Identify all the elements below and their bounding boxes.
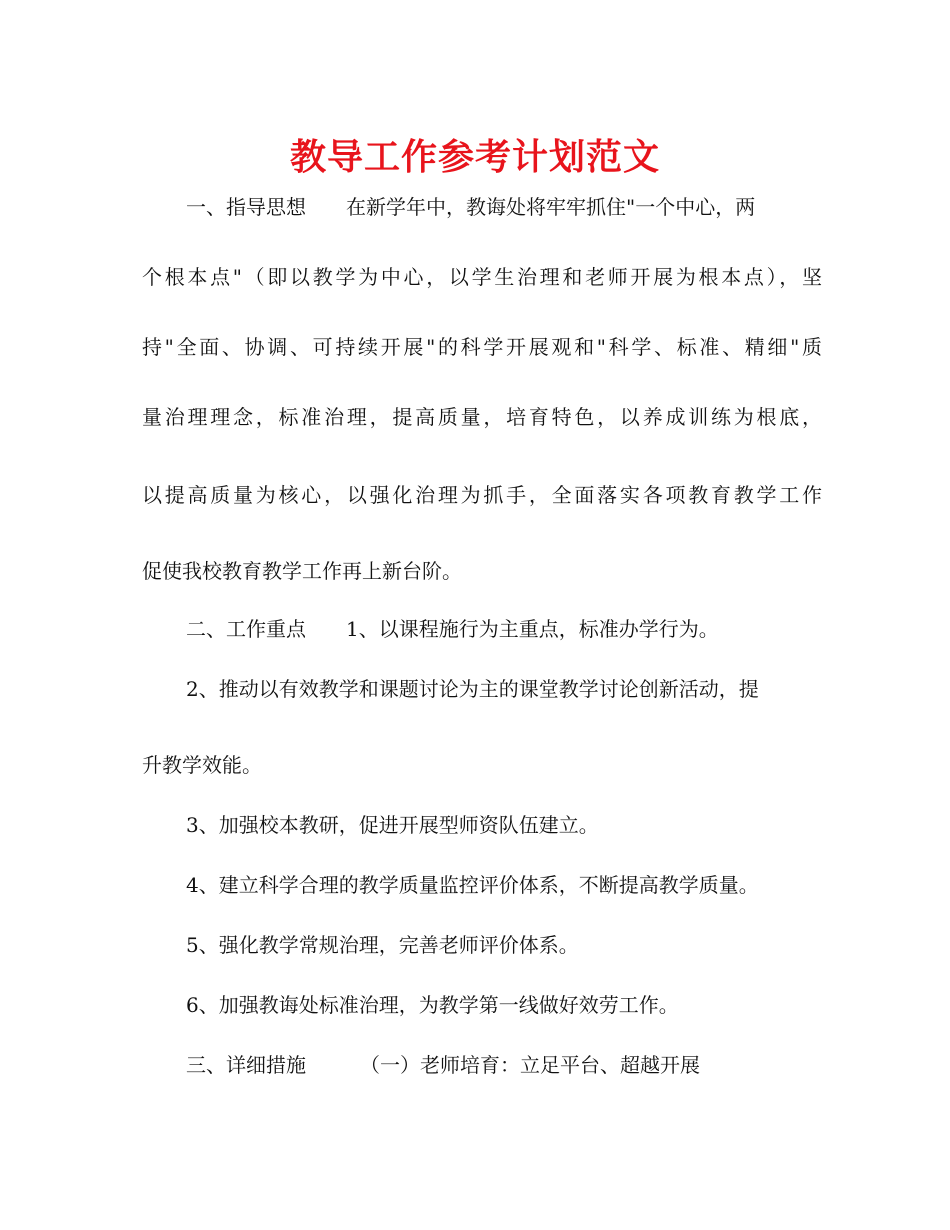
document-title: 教导工作参考计划范文 xyxy=(289,137,660,178)
paragraph-line: 持"全面、协调、可持续开展"的科学开展观和"科学、标准、精细"质 xyxy=(142,335,822,359)
list-item: 2、推动以有效教学和课题讨论为主的课堂教学讨论创新活动，提 xyxy=(186,677,759,701)
paragraph-line xyxy=(142,614,866,644)
paragraph-line xyxy=(142,192,866,222)
paragraph-line: 以提高质量为核心，以强化治理为抓手，全面落实各项教育教学工作 xyxy=(142,483,822,507)
paragraph-text: 在新学年中，教诲处将牢牢抓住"一个中心，两 xyxy=(346,195,756,219)
section-heading-guiding-thought: 一、指导思想 xyxy=(186,195,306,219)
paragraph-line: 量治理理念，标准治理，提高质量，培育特色，以养成训练为根底， xyxy=(142,405,822,429)
section-heading-work-focus: 二、工作重点 xyxy=(186,617,306,641)
paragraph-line: 促使我校教育教学工作再上新台阶。 xyxy=(142,559,462,583)
list-item-continuation: 升教学效能。 xyxy=(142,753,262,777)
list-item: 3、加强校本教研，促进开展型师资队伍建立。 xyxy=(186,813,599,837)
paragraph-line: 个根本点"（即以教学为中心，以学生治理和老师开展为根本点），坚 xyxy=(142,265,822,289)
section-heading-detailed-measures: 三、详细措施 xyxy=(186,1053,306,1077)
list-item: 6、加强教诲处标准治理，为教学第一线做好效劳工作。 xyxy=(186,993,679,1017)
paragraph-line xyxy=(142,1050,866,1080)
list-item: 4、建立科学合理的教学质量监控评价体系，不断提高教学质量。 xyxy=(186,873,759,897)
list-item: 1、以课程施行为主重点，标准办学行为。 xyxy=(346,617,719,641)
list-item: 5、强化教学常规治理，完善老师评价体系。 xyxy=(186,933,579,957)
subsection-heading: （一）老师培育：立足平台、超越开展 xyxy=(360,1053,700,1077)
